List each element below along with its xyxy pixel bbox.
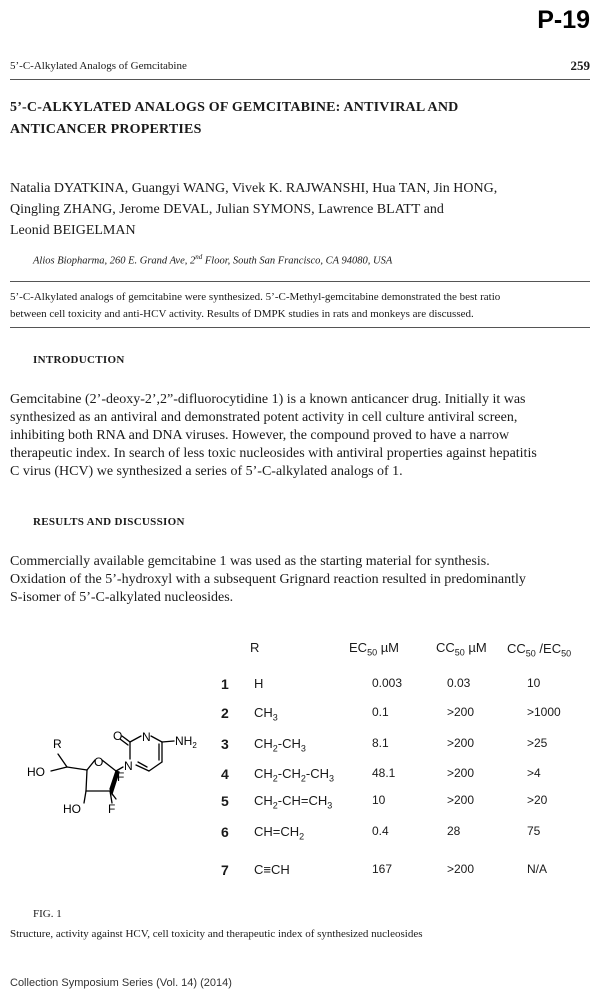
substituent-subscript: 2: [300, 773, 306, 784]
ec50-unit: µM: [377, 640, 400, 655]
row-substituent: [254, 862, 290, 877]
structure-r-label: R: [53, 737, 62, 751]
intro-line: therapeutic index. In search of less toxic nucleosides with antiviral properties against hepatitis: [10, 446, 537, 461]
row-ec50-value: 0.4: [372, 824, 389, 838]
abstract-line-1: 5’-C-Alkylated analogs of gemcitabine were synthesized. 5’-C-Methyl-gemcitabine demonstrated the best ratio: [10, 291, 501, 303]
substituent-text: CH=CH: [254, 824, 300, 839]
row-therapeutic-index-value: >20: [527, 793, 548, 807]
row-substituent: [254, 705, 278, 723]
row-cc50-value: 28: [447, 824, 461, 838]
substituent-text: H: [254, 676, 264, 691]
header-therapeutic-index: [507, 641, 571, 659]
structure-n3: N: [142, 730, 151, 744]
cc50-subscript: 50: [454, 647, 465, 658]
substituent-text: -CH: [277, 766, 301, 781]
nh2-subscript: 2: [192, 741, 197, 750]
row-therapeutic-index-value: >25: [527, 736, 548, 750]
row-substituent: [254, 793, 332, 811]
cc50-main: CC: [436, 640, 455, 655]
row-ec50-value: 8.1: [372, 736, 389, 750]
row-therapeutic-index-value: 75: [527, 824, 541, 838]
row-cc50-value: >200: [447, 705, 475, 719]
figure-caption: Structure, activity against HCV, cell toxicity and therapeutic index of synthesized nucleosides: [10, 928, 423, 940]
header-r: R: [250, 640, 260, 655]
row-compound-number: 2: [221, 705, 229, 721]
row-cc50-value: >200: [447, 862, 475, 876]
affiliation-part-a: Alios Biopharma, 260 E. Grand Ave, 2: [33, 255, 196, 267]
row-cc50-value: >200: [447, 766, 475, 780]
ti-main: CC: [507, 641, 526, 656]
substituent-subscript: 3: [300, 743, 306, 754]
structure-ho-3prime: HO: [63, 802, 81, 816]
substituent-subscript: 2: [272, 743, 278, 754]
substituent-text: CH: [254, 705, 273, 720]
substituent-subscript: 3: [327, 800, 333, 811]
results-line: Oxidation of the 5’-hydroxyl with a subsequent Grignard reaction resulted in predominantly: [10, 572, 526, 587]
header-cc50: [436, 640, 487, 658]
row-compound-number: 6: [221, 824, 229, 840]
row-substituent: [254, 736, 306, 754]
row-ec50-value: 0.003: [372, 676, 403, 690]
nh2-main: NH: [175, 734, 193, 748]
row-therapeutic-index-value: >4: [527, 766, 541, 780]
affiliation-superscript: nd: [195, 253, 203, 261]
affiliation-part-b: Floor, South San Francisco, CA 94080, USA: [202, 255, 393, 267]
structure-nh2: [175, 734, 197, 750]
substituent-text: -CH=CH: [277, 793, 328, 808]
row-therapeutic-index-value: N/A: [527, 862, 548, 876]
structure-n1: N: [124, 759, 133, 773]
substituent-text: CH: [254, 793, 273, 808]
page-number: 259: [570, 58, 590, 73]
abstract-line-2: between cell toxicity and anti-HCV activity. Results of DMPK studies in rats and monkeys are discussed.: [10, 308, 474, 320]
row-therapeutic-index-value: >1000: [527, 705, 561, 719]
title-line-1: 5’-C-ALKYLATED ANALOGS OF GEMCITABINE: ANTIVIRAL AND: [10, 100, 459, 115]
row-substituent: [254, 824, 304, 842]
page-code: P-19: [537, 6, 590, 34]
row-compound-number: 5: [221, 793, 229, 809]
substituent-subscript: 2: [272, 800, 278, 811]
structure-ho-5prime: HO: [27, 765, 45, 779]
results-line: S-isomer of 5’-C-alkylated nucleosides.: [10, 590, 234, 605]
substituent-subscript: 2: [299, 831, 305, 842]
intro-line: synthesized as an antiviral and demonstrated potent activity in cell culture antiviral screen,: [10, 410, 518, 425]
row-compound-number: 4: [221, 766, 229, 782]
authors-line-1: Natalia DYATKINA, Guangyi WANG, Vivek K. RAJWANSHI, Hua TAN, Jin HONG,: [10, 181, 498, 196]
introduction-heading: INTRODUCTION: [33, 354, 125, 366]
title-line-2: ANTICANCER PROPERTIES: [10, 122, 202, 137]
results-line: Commercially available gemcitabine 1 was used as the starting material for synthesis.: [10, 554, 490, 569]
authors-line-2: Qingling ZHANG, Jerome DEVAL, Julian SYMONS, Lawrence BLATT and: [10, 202, 444, 217]
ti-mid: /EC: [535, 641, 562, 656]
ti-subscript-2: 50: [561, 648, 572, 659]
substituent-text: C≡CH: [254, 862, 290, 877]
row-substituent: [254, 766, 334, 784]
substituent-subscript: 2: [272, 773, 278, 784]
row-ec50-value: 0.1: [372, 705, 389, 719]
row-compound-number: 7: [221, 862, 229, 878]
substituent-subscript: 3: [329, 773, 335, 784]
substituent-text: CH: [254, 766, 273, 781]
substituent-text: -CH: [305, 766, 330, 781]
ec50-subscript: 50: [367, 647, 378, 658]
figure-label: FIG. 1: [33, 908, 62, 920]
row-ec50-value: 10: [372, 793, 386, 807]
ec50-main: EC: [349, 640, 368, 655]
intro-line: Gemcitabine (2’-deoxy-2’,2”-difluorocytidine 1) is a known anticancer drug. Initially it was: [10, 392, 526, 407]
cc50-unit: µM: [464, 640, 487, 655]
row-cc50-value: >200: [447, 736, 475, 750]
structure-f-top: F: [117, 770, 125, 784]
footer: Collection Symposium Series (Vol. 14) (2014): [10, 977, 232, 989]
intro-line: C virus (HCV) we synthesized a series of 5’-C-alkylated analogs of 1.: [10, 464, 403, 479]
results-heading: RESULTS AND DISCUSSION: [33, 516, 185, 528]
row-cc50-value: 0.03: [447, 676, 471, 690]
substituent-subscript: 3: [272, 712, 278, 723]
row-substituent: [254, 676, 263, 691]
authors-line-3: Leonid BEIGELMAN: [10, 223, 136, 238]
structure-carbonyl-o: O: [113, 729, 123, 743]
row-ec50-value: 48.1: [372, 766, 396, 780]
structure-ring-o: O: [94, 755, 104, 769]
intro-line: inhibiting both RNA and DNA viruses. However, the compound proved to have a narrow: [10, 428, 510, 443]
running-head: 5’-C-Alkylated Analogs of Gemcitabine: [10, 60, 187, 72]
structure-f-bottom: F: [108, 802, 116, 816]
substituent-text: CH: [254, 736, 273, 751]
substituent-text: -CH: [277, 736, 301, 751]
row-compound-number: 3: [221, 736, 229, 752]
row-cc50-value: >200: [447, 793, 475, 807]
row-compound-number: 1: [221, 676, 229, 692]
header-ec50: [349, 640, 399, 658]
row-ec50-value: 167: [372, 862, 393, 876]
ti-subscript-1: 50: [525, 648, 536, 659]
row-therapeutic-index-value: 10: [527, 676, 541, 690]
